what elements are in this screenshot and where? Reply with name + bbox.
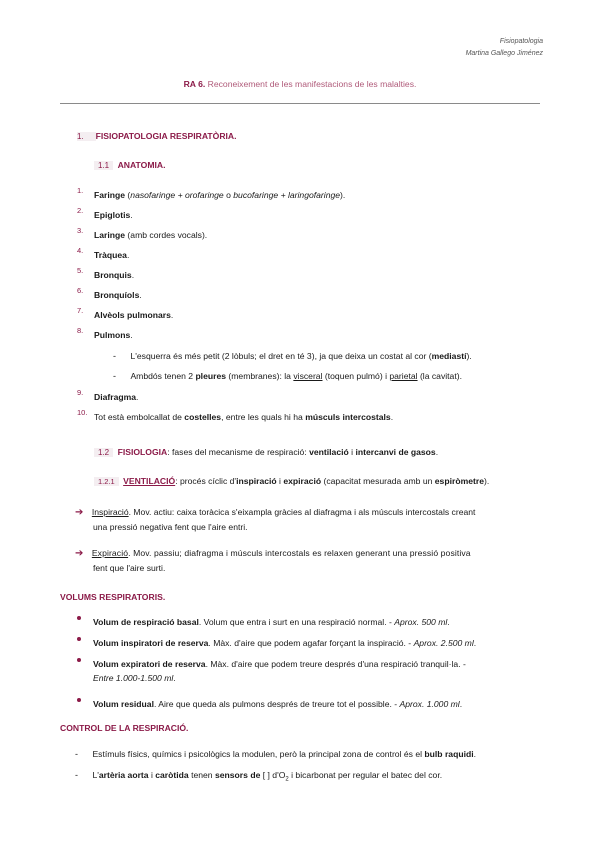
section-title: FISIOPATOLOGIA RESPIRATÒRIA. (95, 131, 237, 141)
list-item: 5. Bronquis. (77, 266, 135, 280)
arrow-item: ➔ Inspiració. Mov. actiu: caixa toràcica s'eixampla gràcies al diafragma i als músculs intercostals creant (75, 507, 476, 518)
subsubsection-ventilacio: 1.2.1 VENTILACIÓ: procés cíclic d'inspiració i expiració (capacitat mesurada amb un espiròmetre). (94, 471, 489, 489)
ra-description: Reconeixement de les manifestacions de les malalties. (207, 79, 417, 89)
volums-heading: VOLUMS RESPIRATORIS. (60, 592, 166, 602)
bullet-dot-icon (77, 698, 81, 702)
ra-title (0, 79, 600, 89)
header-subject: Fisiopatologia (499, 38, 543, 45)
section-heading (77, 126, 237, 144)
control-heading: CONTROL DE LA RESPIRACIÓ. (60, 723, 189, 733)
sub-list-item: - Ambdós tenen 2 pleures (membranes): la visceral (toquen pulmó) i parietal (la cavitat). (113, 371, 462, 381)
header-divider (60, 103, 540, 104)
subsection-anatomia (94, 155, 165, 173)
list-item: 1. Faringe (nasofaringe + orofaringe o bucofaringe + laringofaringe). (77, 186, 346, 200)
arrow-right-icon: ➔ (75, 548, 84, 559)
bullet-item-continuation: Entre 1.000-1.500 ml. (93, 673, 176, 683)
bullet-item: Volum inspiratori de reserva. Màx. d'aire que podem agafar forçant la inspiració. - Aprox. 2.500 ml. (77, 633, 476, 651)
bullet-item: Volum de respiració basal. Volum que entra i surt en una respiració normal. - Aprox. 500 ml. (77, 612, 450, 630)
list-item: 4. Tràquea. (77, 246, 130, 260)
list-item: 7. Alvèols pulmonars. (77, 306, 174, 320)
subsection-number: 1.1 (94, 161, 113, 170)
bullet-dot-icon (77, 658, 81, 662)
dash-bullet-icon: - (75, 770, 78, 780)
ra-code: RA 6. (183, 79, 206, 89)
subsection-number: 1.2 (94, 448, 113, 457)
dash-item: - L'artèria aorta i caròtida tenen sensors de [ ] $d'O_2$ i bicarbonat per regular el batec del cor. (75, 770, 443, 783)
header-author: Martina Gallego Jiménez (465, 50, 543, 57)
list-item: 6. Bronquíols. (77, 286, 142, 300)
dash-bullet-icon: - (113, 351, 116, 361)
dash-bullet-icon: - (113, 371, 116, 381)
arrow-item-continuation: una pressió negativa fent que l'aire entri. (93, 522, 248, 532)
list-item: 10. Tot està embolcallat de costelles, entre les quals hi ha músculs intercostals. (77, 408, 394, 422)
bullet-item: Volum expiratori de reserva. Màx. d'aire que podem treure després d'una respiració tranquil·la. - (77, 654, 466, 672)
list-item: 2. Epiglotis. (77, 206, 133, 220)
subsection-fisiologia: 1.2 FISIOLOGIA: fases del mecanisme de respiració: ventilació i intercanvi de gasos. (94, 442, 438, 460)
arrow-item-continuation: fent que l'aire surti. (93, 563, 166, 573)
dash-bullet-icon: - (75, 749, 78, 759)
sub-list-item: - L'esquerra és més petit (2 lòbuls; el dret en té 3), ja que deixa un costat al cor (mediastí). (113, 351, 472, 361)
bullet-item: Volum residual. Aire que queda als pulmons després de treure tot el possible. - Aprox. 1.000 ml. (77, 694, 462, 712)
bullet-dot-icon (77, 616, 81, 620)
subsection-title: ANATOMIA. (117, 160, 166, 170)
list-item: 9. Diafragma. (77, 388, 139, 402)
dash-item: - Estímuls físics, químics i psicològics la modulen, però la principal zona de control és el bulb raquidi. (75, 749, 476, 759)
bullet-dot-icon (77, 637, 81, 641)
arrow-item: ➔ Expiració. Mov. passiu; diafragma i músculs intercostals es relaxen generant una pressió positiva (75, 548, 471, 559)
subsection-number: 1.2.1 (94, 477, 119, 486)
section-number: 1. (77, 132, 96, 141)
arrow-right-icon: ➔ (75, 507, 84, 518)
list-item: 3. Laringe (amb cordes vocals). (77, 226, 208, 240)
list-item: 8. Pulmons. (77, 326, 133, 340)
